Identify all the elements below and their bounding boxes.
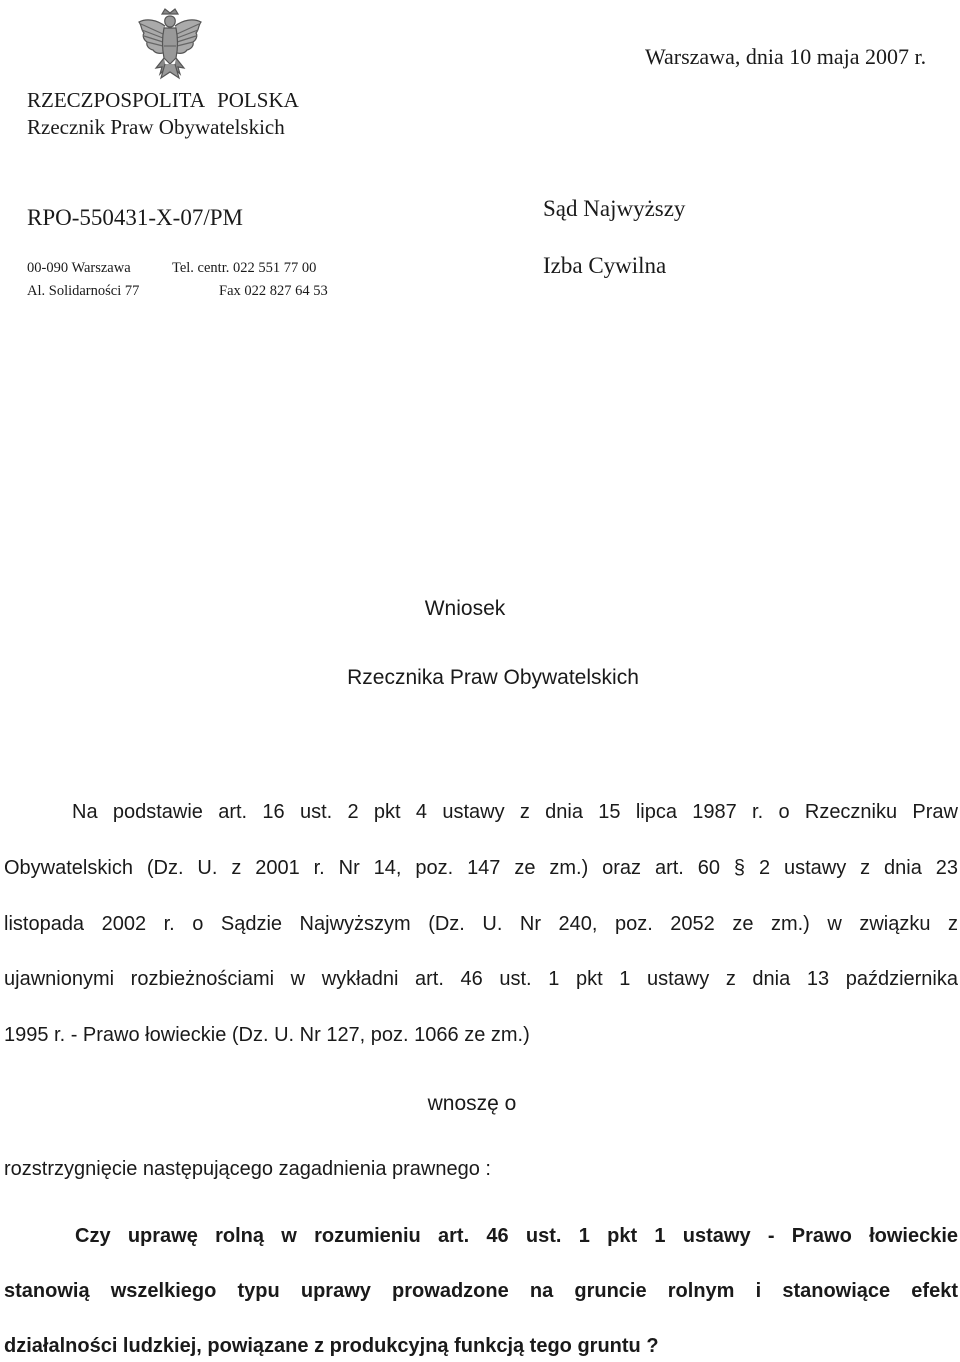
body-line: listopada 2002 r. o Sądzie Najwyższym (Dz. U. Nr 240, poz. 2052 ze zm.) w związku z xyxy=(4,913,958,935)
body-line: Na podstawie art. 16 ust. 2 pkt 4 ustawy z dnia 15 lipca 1987 r. o Rzeczniku Praw xyxy=(72,801,958,823)
address-street: Al. Solidarności 77 xyxy=(27,283,140,299)
recipient-court: Sąd Najwyższy xyxy=(543,196,686,221)
address-city: 00-090 Warszawa xyxy=(27,260,131,276)
document-subtitle: Rzecznika Praw Obywatelskich xyxy=(347,666,639,689)
body-line: ujawnionymi rozbieżnościami w wykładni art. 46 ust. 1 pkt 1 ustawy z dnia 13 października xyxy=(4,968,958,990)
resolution-request: rozstrzygnięcie następującego zagadnienia prawnego : xyxy=(4,1158,491,1180)
polish-eagle-emblem-icon xyxy=(135,6,205,86)
phone-number: Tel. centr. 022 551 77 00 xyxy=(172,260,317,276)
body-line: 1995 r. - Prawo łowieckie (Dz. U. Nr 127, poz. 1066 ze zm.) xyxy=(4,1024,530,1046)
recipient-chamber: Izba Cywilna xyxy=(543,253,667,278)
petition-phrase: wnoszę o xyxy=(427,1092,517,1115)
document-date: Warszawa, dnia 10 maja 2007 r. xyxy=(645,44,927,69)
case-number: RPO-550431-X-07/PM xyxy=(27,205,243,230)
legal-question-line: Czy uprawę rolną w rozumieniu art. 46 ust. 1 pkt 1 ustawy - Prawo łowieckie xyxy=(75,1225,958,1247)
fax-number: Fax 022 827 64 53 xyxy=(219,283,328,299)
document-title: Wniosek xyxy=(424,597,506,620)
body-line: Obywatelskich (Dz. U. z 2001 r. Nr 14, poz. 147 ze zm.) oraz art. 60 § 2 ustawy z dnia 23 xyxy=(4,857,958,879)
institution-name: Rzecznik Praw Obywatelskich xyxy=(27,115,285,139)
legal-question-line: stanowią wszelkiego typu uprawy prowadzone na gruncie rolnym i stanowiące efekt xyxy=(4,1280,958,1302)
legal-question-line: działalności ludzkiej, powiązane z produkcyjną funkcją tego gruntu ? xyxy=(4,1335,659,1357)
institution-country: RZECZPOSPOLITA POLSKA xyxy=(27,88,299,112)
